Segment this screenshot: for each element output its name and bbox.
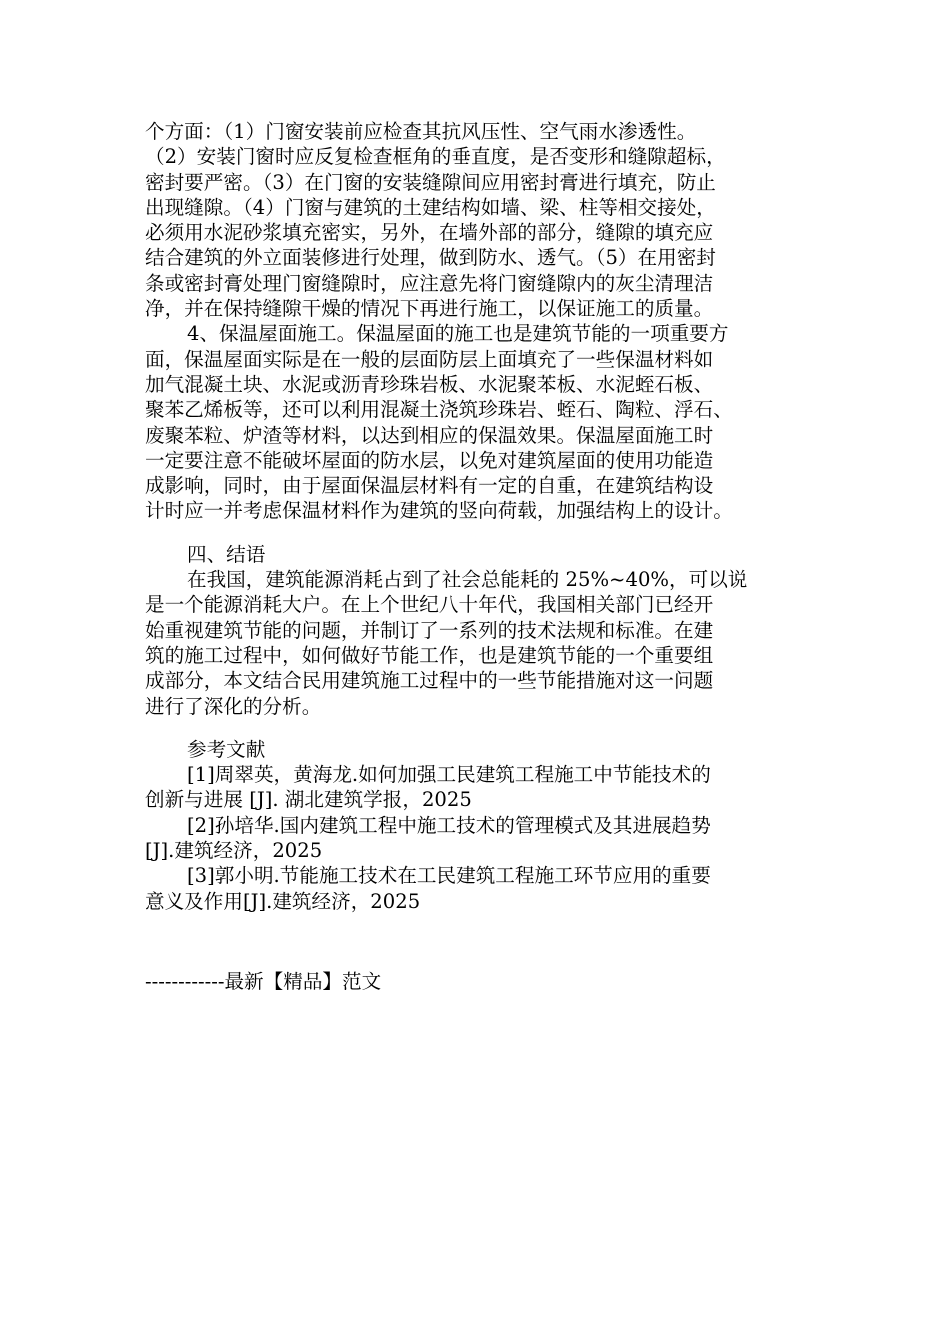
document-body <box>145 119 810 914</box>
text-line: 密封要严密。（3）在门窗的安装缝隙间应用密封膏进行填充，防止 <box>145 170 716 194</box>
text-line: 一定要注意不能破坏屋面的防水层，以免对建筑屋面的使用功能造 <box>145 448 714 472</box>
text-line: 条或密封膏处理门窗缝隙时，应注意先将门窗缝隙内的灰尘清理洁 <box>145 271 714 295</box>
text-line: 是一个能源消耗大户。在上个世纪八十年代，我国相关部门已经开 <box>145 593 714 617</box>
text-line: 结合建筑的外立面装修进行处理，做到防水、透气。（5）在用密封 <box>145 246 716 270</box>
reference-item: [3]郭小明.节能施工技术在工民建筑工程施工环节应用的重要 <box>187 864 711 888</box>
footer-label: ------------最新【精品】范文 <box>145 970 382 993</box>
text-line: 聚苯乙烯板等，还可以利用混凝土浇筑珍珠岩、蛭石、陶粒、浮石、 <box>145 398 733 422</box>
reference-list <box>145 762 810 914</box>
paragraph-window-sealing <box>145 119 810 321</box>
text-line: 必须用水泥砂浆填充密实，另外，在墙外部的部分，缝隙的填充应 <box>145 221 714 245</box>
heading-conclusion <box>145 542 810 567</box>
text-line: 始重视建筑节能的问题，并制订了一系列的技术法规和标准。在建 <box>145 618 714 642</box>
text-line: 成影响，同时，由于屋面保温层材料有一定的自重，在建筑结构设 <box>145 474 714 498</box>
text-line: （2）安装门窗时应反复检查框角的垂直度，是否变形和缝隙超标， <box>145 145 726 169</box>
text-line: 成部分，本文结合民用建筑施工过程中的一些节能措施对这一问题 <box>145 669 714 693</box>
reference-item-continuation: 意义及作用[J].建筑经济，2025 <box>145 889 421 913</box>
text-line: 净，并在保持缝隙干燥的情况下再进行施工，以保证施工的质量。 <box>145 297 714 321</box>
paragraph-conclusion <box>145 567 810 719</box>
text-line: 废聚苯粒、炉渣等材料，以达到相应的保温效果。保温屋面施工时 <box>145 423 714 447</box>
spacer <box>145 524 810 542</box>
text-line: 出现缝隙。（4）门窗与建筑的土建结构如墙、梁、柱等相交接处， <box>145 195 716 219</box>
paragraph-roof-insulation <box>145 321 810 523</box>
reference-item: [2]孙培华.国内建筑工程中施工技术的管理模式及其进展趋势 <box>187 813 711 837</box>
text-line: 加气混凝土块、水泥或沥青珍珠岩板、水泥聚苯板、水泥蛭石板、 <box>145 372 714 396</box>
spacer <box>145 719 810 737</box>
text-line: 筑的施工过程中，如何做好节能工作，也是建筑节能的一个重要组 <box>145 643 714 667</box>
text-line: 计时应一并考虑保温材料作为建筑的竖向荷载，加强结构上的设计。 <box>145 499 733 523</box>
reference-item: [1]周翠英，黄海龙.如何加强工民建筑工程施工中节能技术的 <box>187 763 711 787</box>
section-heading: 四、结语 <box>187 542 266 566</box>
text-line: 个方面：（1）门窗安装前应检查其抗风压性、空气雨水渗透性。 <box>145 120 697 143</box>
reference-item-continuation: 创新与进展 [J]. 湖北建筑学报，2025 <box>145 788 472 812</box>
text-line: 4、保温屋面施工。保温屋面的施工也是建筑节能的一项重要方 <box>187 322 729 346</box>
text-line: 面，保温屋面实际是在一般的层面防层上面填充了一些保温材料如 <box>145 347 714 371</box>
section-heading: 参考文献 <box>187 737 266 761</box>
text-line: 进行了深化的分析。 <box>145 694 322 718</box>
heading-references <box>145 737 810 762</box>
reference-item-continuation: [J].建筑经济，2025 <box>145 839 323 863</box>
text-line: 在我国，建筑能源消耗占到了社会总能耗的 25%~40%，可以说 <box>187 568 748 592</box>
